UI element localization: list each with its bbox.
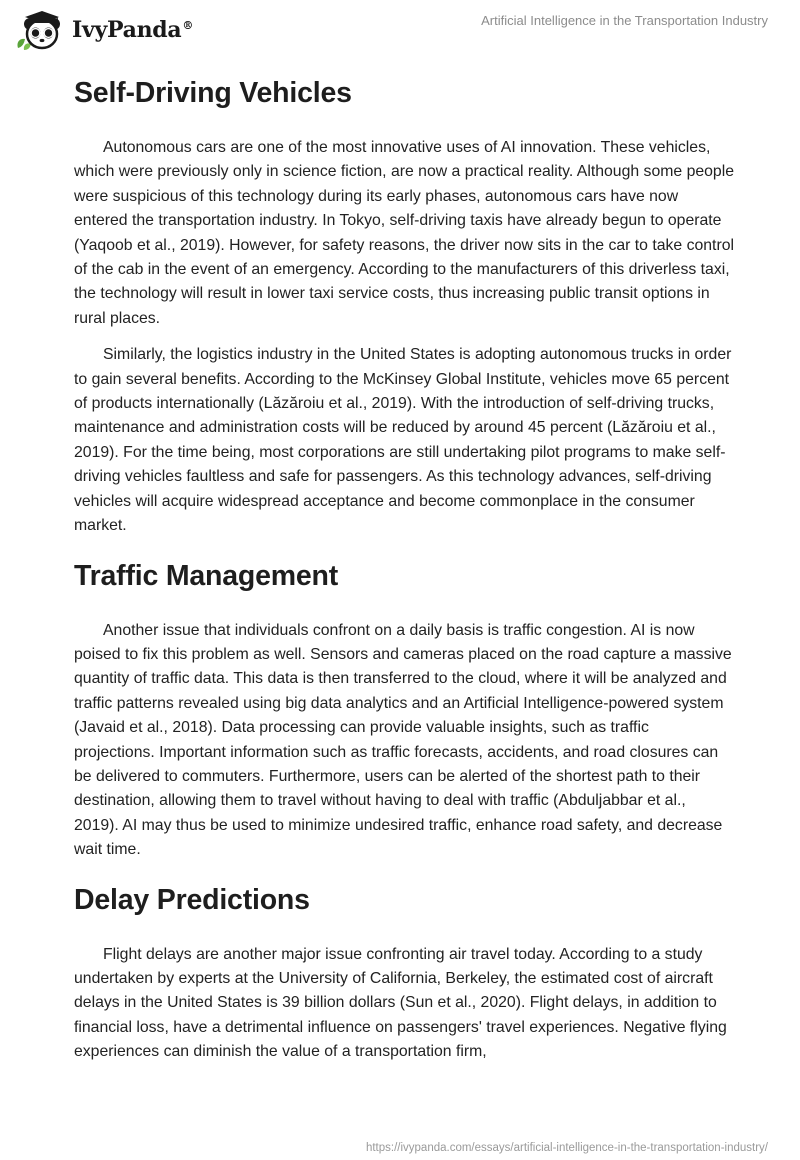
paragraph: Another issue that individuals confront on a daily basis is traffic congestion. AI is now poised to fix this problem as well. Sensors and cameras placed on the road capture a massive quantity of traffic data. This data is then transferred to the cloud, where it will be analyzed and traffic patterns revealed using big data analytics and an Artificial Intelligence-powered system (Javaid et al., 2018). Data processing can provide valuable insights, such as traffic projections. Important information such as traffic forecasts, accidents, and road closures can be delivered to commuters. Furthermore, users can be alerted of the shortest path to their destination, allowing them to travel without having to deal with traffic (Abduljabbar et al., 2019). AI may thus be used to minimize undesired traffic, enhance road safety, and decrease wait time. — [74, 621, 732, 859]
section-heading: Self-Driving Vehicles — [74, 77, 352, 109]
registered-mark: ® — [182, 18, 194, 32]
essay-content — [74, 70, 734, 1065]
section-traffic-management — [74, 555, 734, 863]
brand-name: IvyPanda® — [72, 17, 194, 43]
section-delay-predictions — [74, 879, 734, 1065]
ivypanda-logo[interactable] — [14, 8, 193, 52]
paragraph: Similarly, the logistics industry in the United States is adopting autonomous trucks in order to gain several benefits. According to the McKinsey Global Institute, vehicles move 65 percent of products internationally (Lăzăroiu et al., 2019). With the introduction of self-driving trucks, maintenance and administration costs will be reduced by around 45 percent (Lăzăroiu et al., 2019). For the time being, most corporations are still undertaking pilot programs to make self-driving vehicles faultless and safe for passengers. As this technology advances, self-driving vehicles will acquire widespread acceptance and become commonplace in the consumer market. — [74, 346, 732, 535]
paragraph: Flight delays are another major issue confronting air travel today. According to a study undertaken by experts at the University of California, Berkeley, the estimated cost of aircraft delays in the United States is 39 billion dollars (Sun et al., 2020). Flight delays, in addition to financial loss, have a detrimental influence on passengers' travel experiences. Negative flying experiences can diminish the value of a transportation firm, — [74, 945, 727, 1061]
section-self-driving-vehicles — [74, 72, 734, 539]
panda-graduate-icon — [14, 8, 66, 52]
document-title: Artificial Intelligence in the Transportation Industry — [481, 13, 768, 28]
page-header — [0, 0, 800, 60]
section-heading: Traffic Management — [74, 559, 339, 592]
paragraph: Autonomous cars are one of the most innovative uses of AI innovation. These vehicles, which were previously only in science fiction, are now a practical reality. Although some people were suspicious of this technology during its early phases, autonomous cars have now entered the transportation industry. In Tokyo, self-driving taxis have already begun to operate (Yaqoob et al., 2019). However, for safety reasons, the driver now sits in the car to take control of the cab in the event of an emergency. According to the manufacturers of this driverless taxi, the technology will result in lower taxi service costs, thus increasing public transit options in rural places. — [74, 139, 735, 327]
section-heading: Delay Predictions — [74, 883, 310, 916]
source-url-link[interactable]: https://ivypanda.com/essays/artificial-intelligence-in-the-transportation-industry/ — [365, 1142, 768, 1154]
